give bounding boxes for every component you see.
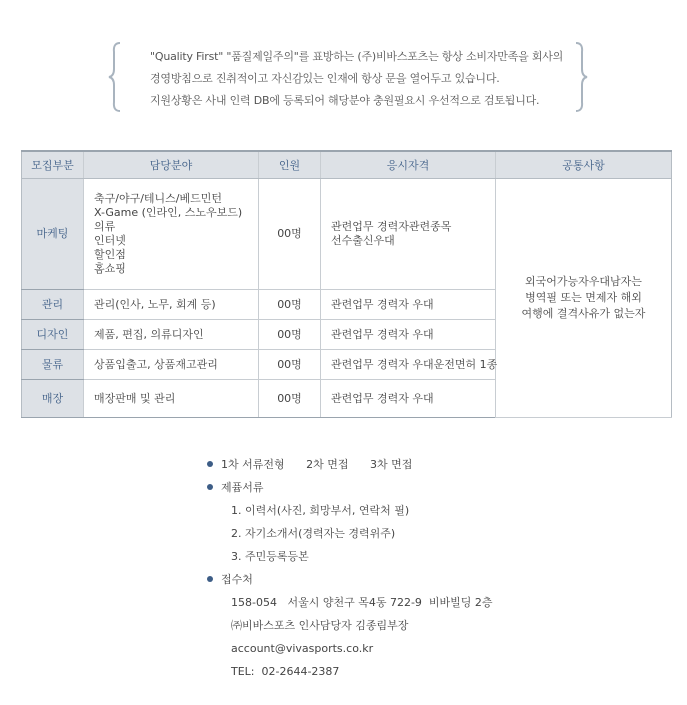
recruitment-table (21, 150, 672, 418)
count-cell: 00명 (259, 380, 321, 418)
bullet-icon (207, 484, 213, 490)
field-line: 의류 (94, 220, 116, 233)
stages-row (206, 453, 626, 476)
common-line: 외국어가능자우대남자는 (525, 275, 642, 288)
category-cell: 디자인 (22, 320, 84, 350)
qualification-cell: 관련업무 경력자 우대 (321, 380, 496, 418)
count-cell: 00명 (259, 179, 321, 290)
documents-title-text: 제퓸서류 (221, 481, 264, 494)
contact-email: account@vivasports.co.kr (231, 642, 374, 655)
left-brace-icon (108, 42, 122, 112)
field-cell: 매장판매 및 관리 (84, 380, 259, 418)
document-item: 3. 주민등록등본 (231, 550, 309, 563)
count-cell: 00명 (259, 320, 321, 350)
qualification-cell (321, 179, 496, 290)
intro-line: "Quality First" "품질제일주의"를 표방하는 (주)비바스포츠는 항상 소비자만족을 회사의 (150, 50, 564, 63)
qualification-cell: 관련업무 경력자 우대 (321, 290, 496, 320)
field-line: 할인점 (94, 248, 126, 261)
table-header-row (22, 151, 672, 179)
field-line: X-Game (인라인, 스노우보드) (94, 206, 243, 219)
field-cell (84, 179, 259, 290)
contact-title-text: 접수처 (221, 573, 253, 586)
common-line: 병역필 또는 면제자 해외 (525, 291, 642, 304)
contact-phone: TEL: 02-2644-2387 (231, 665, 340, 678)
field-cell: 상품입출고, 상품재고관리 (84, 350, 259, 380)
count-cell: 00명 (259, 290, 321, 320)
documents-title (206, 476, 626, 499)
field-line: 인터넷 (94, 234, 126, 247)
header-department: 모집부분 (22, 151, 84, 179)
intro-line: 지원상황은 사내 인력 DB에 등록되어 해당분야 충원필요시 우선적으로 검토됩니다. (150, 94, 540, 107)
stage-label: 2차 면접 (306, 458, 349, 471)
category-cell: 관리 (22, 290, 84, 320)
table-row (22, 179, 672, 290)
category-cell: 마케팅 (22, 179, 84, 290)
contact-title (206, 568, 626, 591)
bullet-icon (207, 576, 213, 582)
qualification-line: 관련업무 경력자관련종목 (331, 220, 452, 233)
document-item: 1. 이력서(사진, 희망부서, 연락처 필) (231, 504, 410, 517)
field-line: 홈쇼핑 (94, 262, 126, 275)
header-field: 담당분야 (84, 151, 259, 179)
field-cell: 관리(인사, 노무, 회계 등) (84, 290, 259, 320)
header-count: 인원 (259, 151, 321, 179)
application-process (206, 453, 626, 683)
field-line: 축구/야구/테니스/베드민턴 (94, 192, 223, 205)
category-cell: 물류 (22, 350, 84, 380)
bullet-icon (207, 461, 213, 467)
common-line: 여행에 결격사유가 없는자 (521, 307, 646, 320)
common-requirements-cell (496, 179, 672, 418)
contact-address: 158-054 서울시 양천구 목4동 722-9 비바빌딩 2층 (231, 596, 493, 609)
right-brace-icon (574, 42, 588, 112)
intro-message (108, 42, 588, 112)
stage-label: 3차 면접 (370, 458, 413, 471)
field-cell: 제품, 편집, 의류디자인 (84, 320, 259, 350)
qualification-cell: 관련업무 경력자 우대 (321, 320, 496, 350)
intro-line: 경영방침으로 진취적이고 자신감있는 인재에 항상 문을 열어두고 있습니다. (150, 72, 500, 85)
qualification-cell: 관련업무 경력자 우대운전면허 1종 (321, 350, 496, 380)
contact-person: ㈜비바스포츠 인사담당자 김종림부장 (231, 619, 409, 632)
count-cell: 00명 (259, 350, 321, 380)
header-qualification: 응시자격 (321, 151, 496, 179)
category-cell: 매장 (22, 380, 84, 418)
header-common: 공통사항 (496, 151, 672, 179)
intro-text (150, 46, 570, 112)
document-item: 2. 자기소개서(경력자는 경력위주) (231, 527, 396, 540)
qualification-line: 선수출신우대 (331, 234, 395, 247)
stage-label: 1차 서류전형 (221, 458, 285, 471)
